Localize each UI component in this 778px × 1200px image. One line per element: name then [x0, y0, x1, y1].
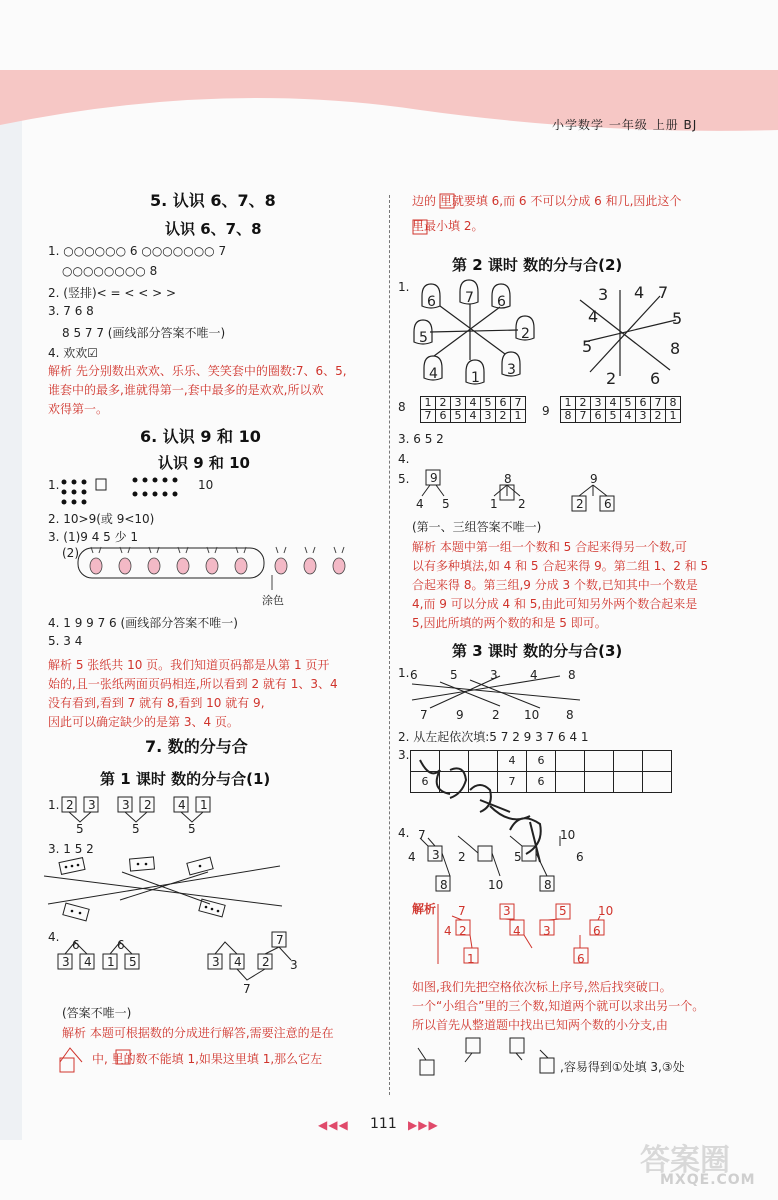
lesson2-title: 第 2 课时 数的分与合(2) [452, 256, 623, 274]
s7-note: (答案不唯一) [62, 1006, 132, 1020]
left-arrows-icon: ◀◀◀ [318, 1118, 349, 1132]
s6-analysis-l1: 解析 5 张纸共 10 页。我们知道页码都是从第 1 页开 [48, 658, 330, 672]
q1-bot-4: 8 [566, 708, 574, 722]
s6-line6: 4. 1 9 9 7 6 (画线部分答案不唯一) [48, 616, 238, 630]
q2a-b1: 6 [436, 410, 451, 423]
af-4: 4 [444, 924, 452, 938]
l2-analysis-l1: 解析 本题中第一组一个数和 5 合起来得另一个数,可 [412, 540, 687, 554]
q4r-6: 5 [514, 850, 522, 864]
q2a-t3: 4 [466, 397, 481, 410]
page-number: 111 [370, 1116, 397, 1132]
svg-text:4: 4 [429, 366, 438, 382]
q1-box3: 3 [122, 798, 130, 812]
q4r-3: 3 [432, 848, 440, 862]
q2b-b3: 5 [606, 410, 621, 423]
g-b4: 6 [527, 772, 556, 793]
q1-sum3: 5 [188, 822, 196, 836]
q2b-t5: 6 [636, 397, 651, 410]
q5-c-1: 2 [576, 497, 584, 511]
svg-text:6: 6 [497, 294, 506, 310]
s5-line1: 1. ○○○○○○ 6 ○○○○○○○ 7 [48, 244, 227, 258]
section5-subtitle: 认识 6、7、8 [165, 220, 262, 238]
q1-top-1: 5 [450, 668, 458, 682]
l3-q1-label: 1. [398, 666, 410, 680]
svg-text:5: 5 [582, 337, 593, 356]
s6-line2: 2. 10>9(或 9<10) [48, 512, 155, 526]
q1-top-2: 3 [490, 668, 498, 682]
q2a-b4: 3 [481, 410, 496, 423]
svg-text:4: 4 [588, 307, 599, 326]
l2-q4: 4. [398, 452, 410, 466]
watermark-logo: 答案圈 [640, 1143, 730, 1178]
q4r-5: 8 [440, 878, 448, 892]
s5-line3: 2. (竖排)< = < < > > [48, 286, 177, 300]
s6-q1-label: 1. [48, 478, 60, 492]
q2a-b3: 4 [466, 410, 481, 423]
q2a-b0: 7 [421, 410, 436, 423]
l3-analysis-l1: 如图,我们先把空格依次标上序号,然后找突破口。 [412, 980, 672, 994]
right-arrows-icon: ▶▶▶ [408, 1118, 439, 1132]
af-0: 7 [458, 904, 466, 918]
header-term: 上册 [652, 118, 679, 132]
q4-b2: 4 [234, 955, 242, 969]
q2b-b1: 7 [576, 410, 591, 423]
q5-a-r: 5 [442, 497, 450, 511]
q1-box2: 3 [88, 798, 96, 812]
q4-top1: 6 [72, 938, 80, 952]
q2b-b0: 8 [561, 410, 576, 423]
q2b-b7: 1 [666, 410, 681, 423]
af-10: 6 [593, 924, 601, 938]
l3-q3-label: 3. [398, 748, 410, 762]
right-cont-l2: 里最小填 2。 [412, 219, 484, 233]
g-b0: 6 [411, 772, 440, 793]
q2b-t4: 5 [621, 397, 636, 410]
q2b-t2: 3 [591, 397, 606, 410]
svg-text:4: 4 [634, 283, 645, 302]
s6-line3: 3. (1)9 4 5 少 1 [48, 530, 139, 544]
l3-analysis-label: 解析 [412, 902, 437, 916]
s5-line5: 8 5 7 7 (画线部分答案不唯一) [62, 326, 226, 340]
svg-text:3: 3 [598, 285, 609, 304]
q4-a4: 5 [129, 955, 137, 969]
right-cont-l1: 边的 里就要填 6,而 6 不可以分成 6 和几,因此这个 [412, 194, 682, 208]
q2a-t5: 6 [496, 397, 511, 410]
svg-text:5: 5 [672, 309, 683, 328]
s7-q4-label: 4. [48, 930, 60, 944]
lesson1-title: 第 1 课时 数的分与合(1) [100, 770, 271, 788]
q1-top-3: 4 [530, 668, 538, 682]
q2b-b4: 4 [621, 410, 636, 423]
s5-analysis-l2: 谁套中的最多,谁就得第一,套中最多的是欢欢,所以欢 [48, 383, 324, 397]
q4r-2: 4 [408, 850, 416, 864]
q2b-t0: 1 [561, 397, 576, 410]
q4-b3: 2 [262, 955, 270, 969]
svg-text:2: 2 [521, 326, 530, 342]
s5-line6: 4. 欢欢☑ [48, 346, 99, 360]
af-3: 10 [598, 904, 614, 918]
l3-q4-label: 4. [398, 826, 410, 840]
q5-a-top: 9 [430, 471, 438, 485]
q5-b-r: 2 [518, 497, 526, 511]
q1-sum2: 5 [132, 822, 140, 836]
section5-title: 5. 认识 6、7、8 [150, 191, 276, 210]
s6-line7: 5. 3 4 [48, 634, 83, 648]
q2b-b6: 2 [651, 410, 666, 423]
q1-bot-3: 10 [524, 708, 540, 722]
q4r-7: 10 [488, 878, 504, 892]
q2a-t2: 3 [451, 397, 466, 410]
q2b-t3: 4 [606, 397, 621, 410]
q2a-b5: 2 [496, 410, 511, 423]
l2-q3: 3. 6 5 2 [398, 432, 444, 446]
svg-text:6: 6 [427, 294, 436, 310]
lesson3-title: 第 3 课时 数的分与合(3) [452, 642, 623, 660]
s5-line2: ○○○○○○○○ 8 [62, 264, 158, 278]
q1-top-4: 8 [568, 668, 576, 682]
af-8: 3 [543, 924, 551, 938]
af-7: 4 [513, 924, 521, 938]
q4-b5: 3 [290, 958, 298, 972]
s6-analysis-l4: 因此可以确定缺少的是第 3、4 页。 [48, 715, 239, 729]
l3-analysis-l2: 一个“小组合”里的三个数,知道两个就可以求出另一个。 [412, 999, 705, 1013]
svg-text:1: 1 [471, 370, 480, 386]
g-b3: 7 [498, 772, 527, 793]
s7-q3: 3. 1 5 2 [48, 842, 94, 856]
svg-text:7: 7 [465, 290, 474, 306]
q1-bot-0: 7 [420, 708, 428, 722]
l2-q1: 1. [398, 280, 410, 294]
q5-c-3: 6 [604, 497, 612, 511]
header-grade: 一年级 [608, 118, 648, 132]
l2-note: (第一、三组答案不唯一) [412, 520, 542, 534]
q2a-b2: 5 [451, 410, 466, 423]
l2-analysis-l5: 5,因此所填的两个数的和是 5 即可。 [412, 616, 607, 630]
l2-analysis-l4: 4,而 9 可以分成 4 和 5,由此可知另外两个数合起来是 [412, 597, 698, 611]
q5-b-top: 8 [504, 472, 512, 486]
watermark-url: MXQE.COM [660, 1172, 756, 1188]
svg-text:6: 6 [650, 369, 661, 388]
q4-a3: 1 [107, 955, 115, 969]
q5-b-l: 1 [490, 497, 498, 511]
s5-analysis-l3: 欢得第一。 [48, 402, 109, 416]
svg-text:3: 3 [507, 362, 516, 378]
q4r-9: 8 [544, 878, 552, 892]
q4-b1: 3 [212, 955, 220, 969]
header-subject: 小学数学 [552, 118, 605, 132]
af-5: 2 [459, 924, 467, 938]
q4r-0: 7 [418, 828, 426, 842]
s7-analysis-l2: 中, 里的数不能填 1,如果这里填 1,那么它左 [92, 1052, 323, 1066]
q4r-1: 10 [560, 828, 576, 842]
s6-analysis-l2: 始的,且一张纸两面页码相连,所以看到 2 就有 1、3、4 [48, 677, 338, 691]
s6-color-label: 涂色 [262, 594, 284, 607]
s5-line4: 3. 7 6 8 [48, 304, 94, 318]
q2b-t6: 7 [651, 397, 666, 410]
section6-title: 6. 认识 9 和 10 [140, 427, 261, 446]
q1-box6: 1 [200, 798, 208, 812]
svg-text:8: 8 [670, 339, 681, 358]
s5-analysis-l1: 解析 先分别数出欢欢、乐乐、笑笑套中的圈数:7、6、5, [48, 364, 347, 378]
l3-q2: 2. 从左起依次填:5 7 2 9 3 7 6 4 1 [398, 730, 589, 744]
l2-q2a-label: 8 [398, 400, 406, 414]
l2-analysis-l3: 合起来得 8。第三组,9 分成 3 个数,已知其中一个数是 [412, 578, 698, 592]
q4r-4: 2 [458, 850, 466, 864]
q4-top2: 6 [117, 938, 125, 952]
af-6: 1 [467, 952, 475, 966]
section6-subtitle: 认识 9 和 10 [158, 454, 250, 472]
q2a-t1: 2 [436, 397, 451, 410]
svg-text:7: 7 [658, 283, 669, 302]
l2-q2b-label: 9 [542, 404, 550, 418]
svg-text:2: 2 [606, 369, 617, 388]
g-t3: 4 [498, 751, 527, 772]
q2a-t0: 1 [421, 397, 436, 410]
q2b-t1: 2 [576, 397, 591, 410]
q5-c-top: 9 [590, 472, 598, 486]
s6-line4: (2) [62, 546, 79, 560]
q4r-8: 6 [576, 850, 584, 864]
af-9: 6 [577, 952, 585, 966]
q5-a-l: 4 [416, 497, 424, 511]
q2a-t4: 5 [481, 397, 496, 410]
q1-bot-1: 9 [456, 708, 464, 722]
af-1: 3 [503, 904, 511, 918]
s6-analysis-l3: 没有看到,看到 7 就有 8,看到 10 就有 9, [48, 696, 265, 710]
q4-b4: 7 [276, 933, 284, 947]
header-edition: BJ [683, 118, 698, 132]
q2b-b5: 3 [636, 410, 651, 423]
s7-analysis-l1: 解析 本题可根据数的分成进行解答,需要注意的是在 [62, 1026, 334, 1040]
s6-q1-answer: 10 [198, 478, 214, 492]
q1-box1: 2 [66, 798, 74, 812]
q2a-b6: 1 [511, 410, 526, 423]
q1-box4: 2 [144, 798, 152, 812]
q1-bot-2: 2 [492, 708, 500, 722]
l3-last-text: ,容易得到①处填 3,③处 [560, 1060, 685, 1074]
q1-sum1: 5 [76, 822, 84, 836]
q1-top-0: 6 [410, 668, 418, 682]
q4-sum: 7 [243, 982, 251, 996]
l2-q5-label: 5. [398, 472, 410, 486]
q4-a1: 3 [62, 955, 70, 969]
l3-analysis-l3: 所以首先从整道题中找出已知两个数的小分支,由 [412, 1018, 668, 1032]
q2b-t7: 8 [666, 397, 681, 410]
q2a-t6: 7 [511, 397, 526, 410]
g-t4: 6 [527, 751, 556, 772]
af-2: 5 [559, 904, 567, 918]
section7-title: 7. 数的分与合 [145, 737, 248, 756]
s7-q1-label: 1. [48, 798, 60, 812]
q4-a2: 4 [84, 955, 92, 969]
svg-text:5: 5 [419, 330, 428, 346]
q2b-b2: 6 [591, 410, 606, 423]
l2-analysis-l2: 以有多种填法,如 4 和 5 合起来得 9。第二组 1、2 和 5 [412, 559, 709, 573]
q1-box5: 4 [178, 798, 186, 812]
